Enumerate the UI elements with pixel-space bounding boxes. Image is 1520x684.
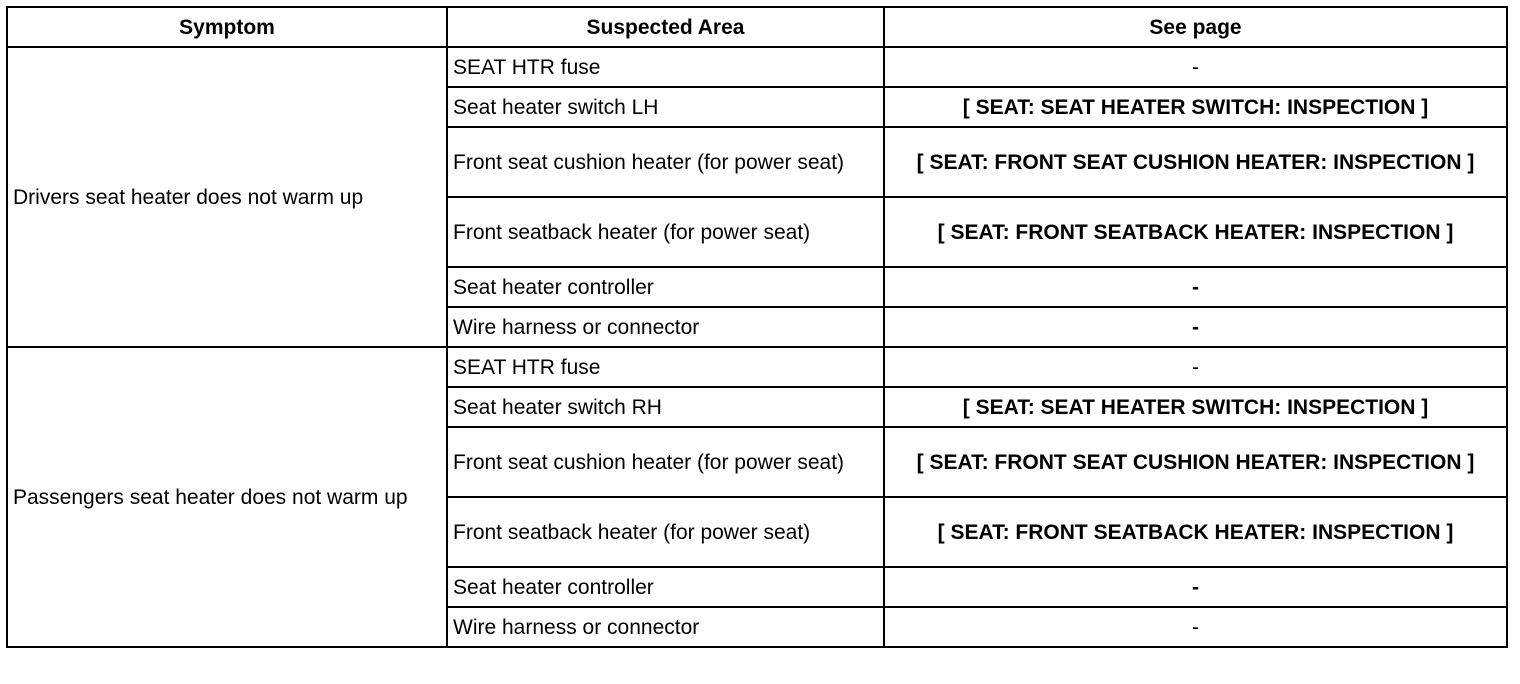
see-page-cell: - bbox=[884, 567, 1507, 607]
header-symptom: Symptom bbox=[7, 7, 447, 47]
header-see-page: See page bbox=[884, 7, 1507, 47]
diagnosis-table bbox=[6, 6, 1508, 648]
see-page-cell: - bbox=[884, 607, 1507, 647]
see-page-link[interactable]: [ SEAT: SEAT HEATER SWITCH: INSPECTION ] bbox=[884, 87, 1507, 127]
suspected-area-cell: Seat heater controller bbox=[447, 267, 884, 307]
see-page-link[interactable]: [ SEAT: FRONT SEATBACK HEATER: INSPECTION ] bbox=[884, 197, 1507, 267]
see-page-link[interactable]: [ SEAT: FRONT SEAT CUSHION HEATER: INSPECTION ] bbox=[884, 127, 1507, 197]
suspected-area-cell: Seat heater switch RH bbox=[447, 387, 884, 427]
see-page-link[interactable]: [ SEAT: FRONT SEAT CUSHION HEATER: INSPECTION ] bbox=[884, 427, 1507, 497]
suspected-area-cell: Front seat cushion heater (for power seat) bbox=[447, 427, 884, 497]
symptom-cell: Passengers seat heater does not warm up bbox=[7, 347, 447, 647]
see-page-link[interactable]: [ SEAT: FRONT SEATBACK HEATER: INSPECTION ] bbox=[884, 497, 1507, 567]
header-row bbox=[7, 7, 1507, 47]
suspected-area-cell: Front seat cushion heater (for power seat) bbox=[447, 127, 884, 197]
suspected-area-cell: Wire harness or connector bbox=[447, 307, 884, 347]
see-page-link[interactable]: [ SEAT: SEAT HEATER SWITCH: INSPECTION ] bbox=[884, 387, 1507, 427]
suspected-area-cell: Seat heater controller bbox=[447, 567, 884, 607]
see-page-cell: - bbox=[884, 47, 1507, 87]
suspected-area-cell: Wire harness or connector bbox=[447, 607, 884, 647]
suspected-area-cell: Front seatback heater (for power seat) bbox=[447, 197, 884, 267]
table-row bbox=[7, 47, 1507, 87]
suspected-area-cell: SEAT HTR fuse bbox=[447, 47, 884, 87]
suspected-area-cell: Seat heater switch LH bbox=[447, 87, 884, 127]
header-suspected-area: Suspected Area bbox=[447, 7, 884, 47]
diagnosis-table-container bbox=[6, 6, 1508, 648]
see-page-cell: - bbox=[884, 307, 1507, 347]
suspected-area-cell: Front seatback heater (for power seat) bbox=[447, 497, 884, 567]
suspected-area-cell: SEAT HTR fuse bbox=[447, 347, 884, 387]
see-page-cell: - bbox=[884, 267, 1507, 307]
see-page-cell: - bbox=[884, 347, 1507, 387]
table-row bbox=[7, 347, 1507, 387]
symptom-cell: Drivers seat heater does not warm up bbox=[7, 47, 447, 347]
